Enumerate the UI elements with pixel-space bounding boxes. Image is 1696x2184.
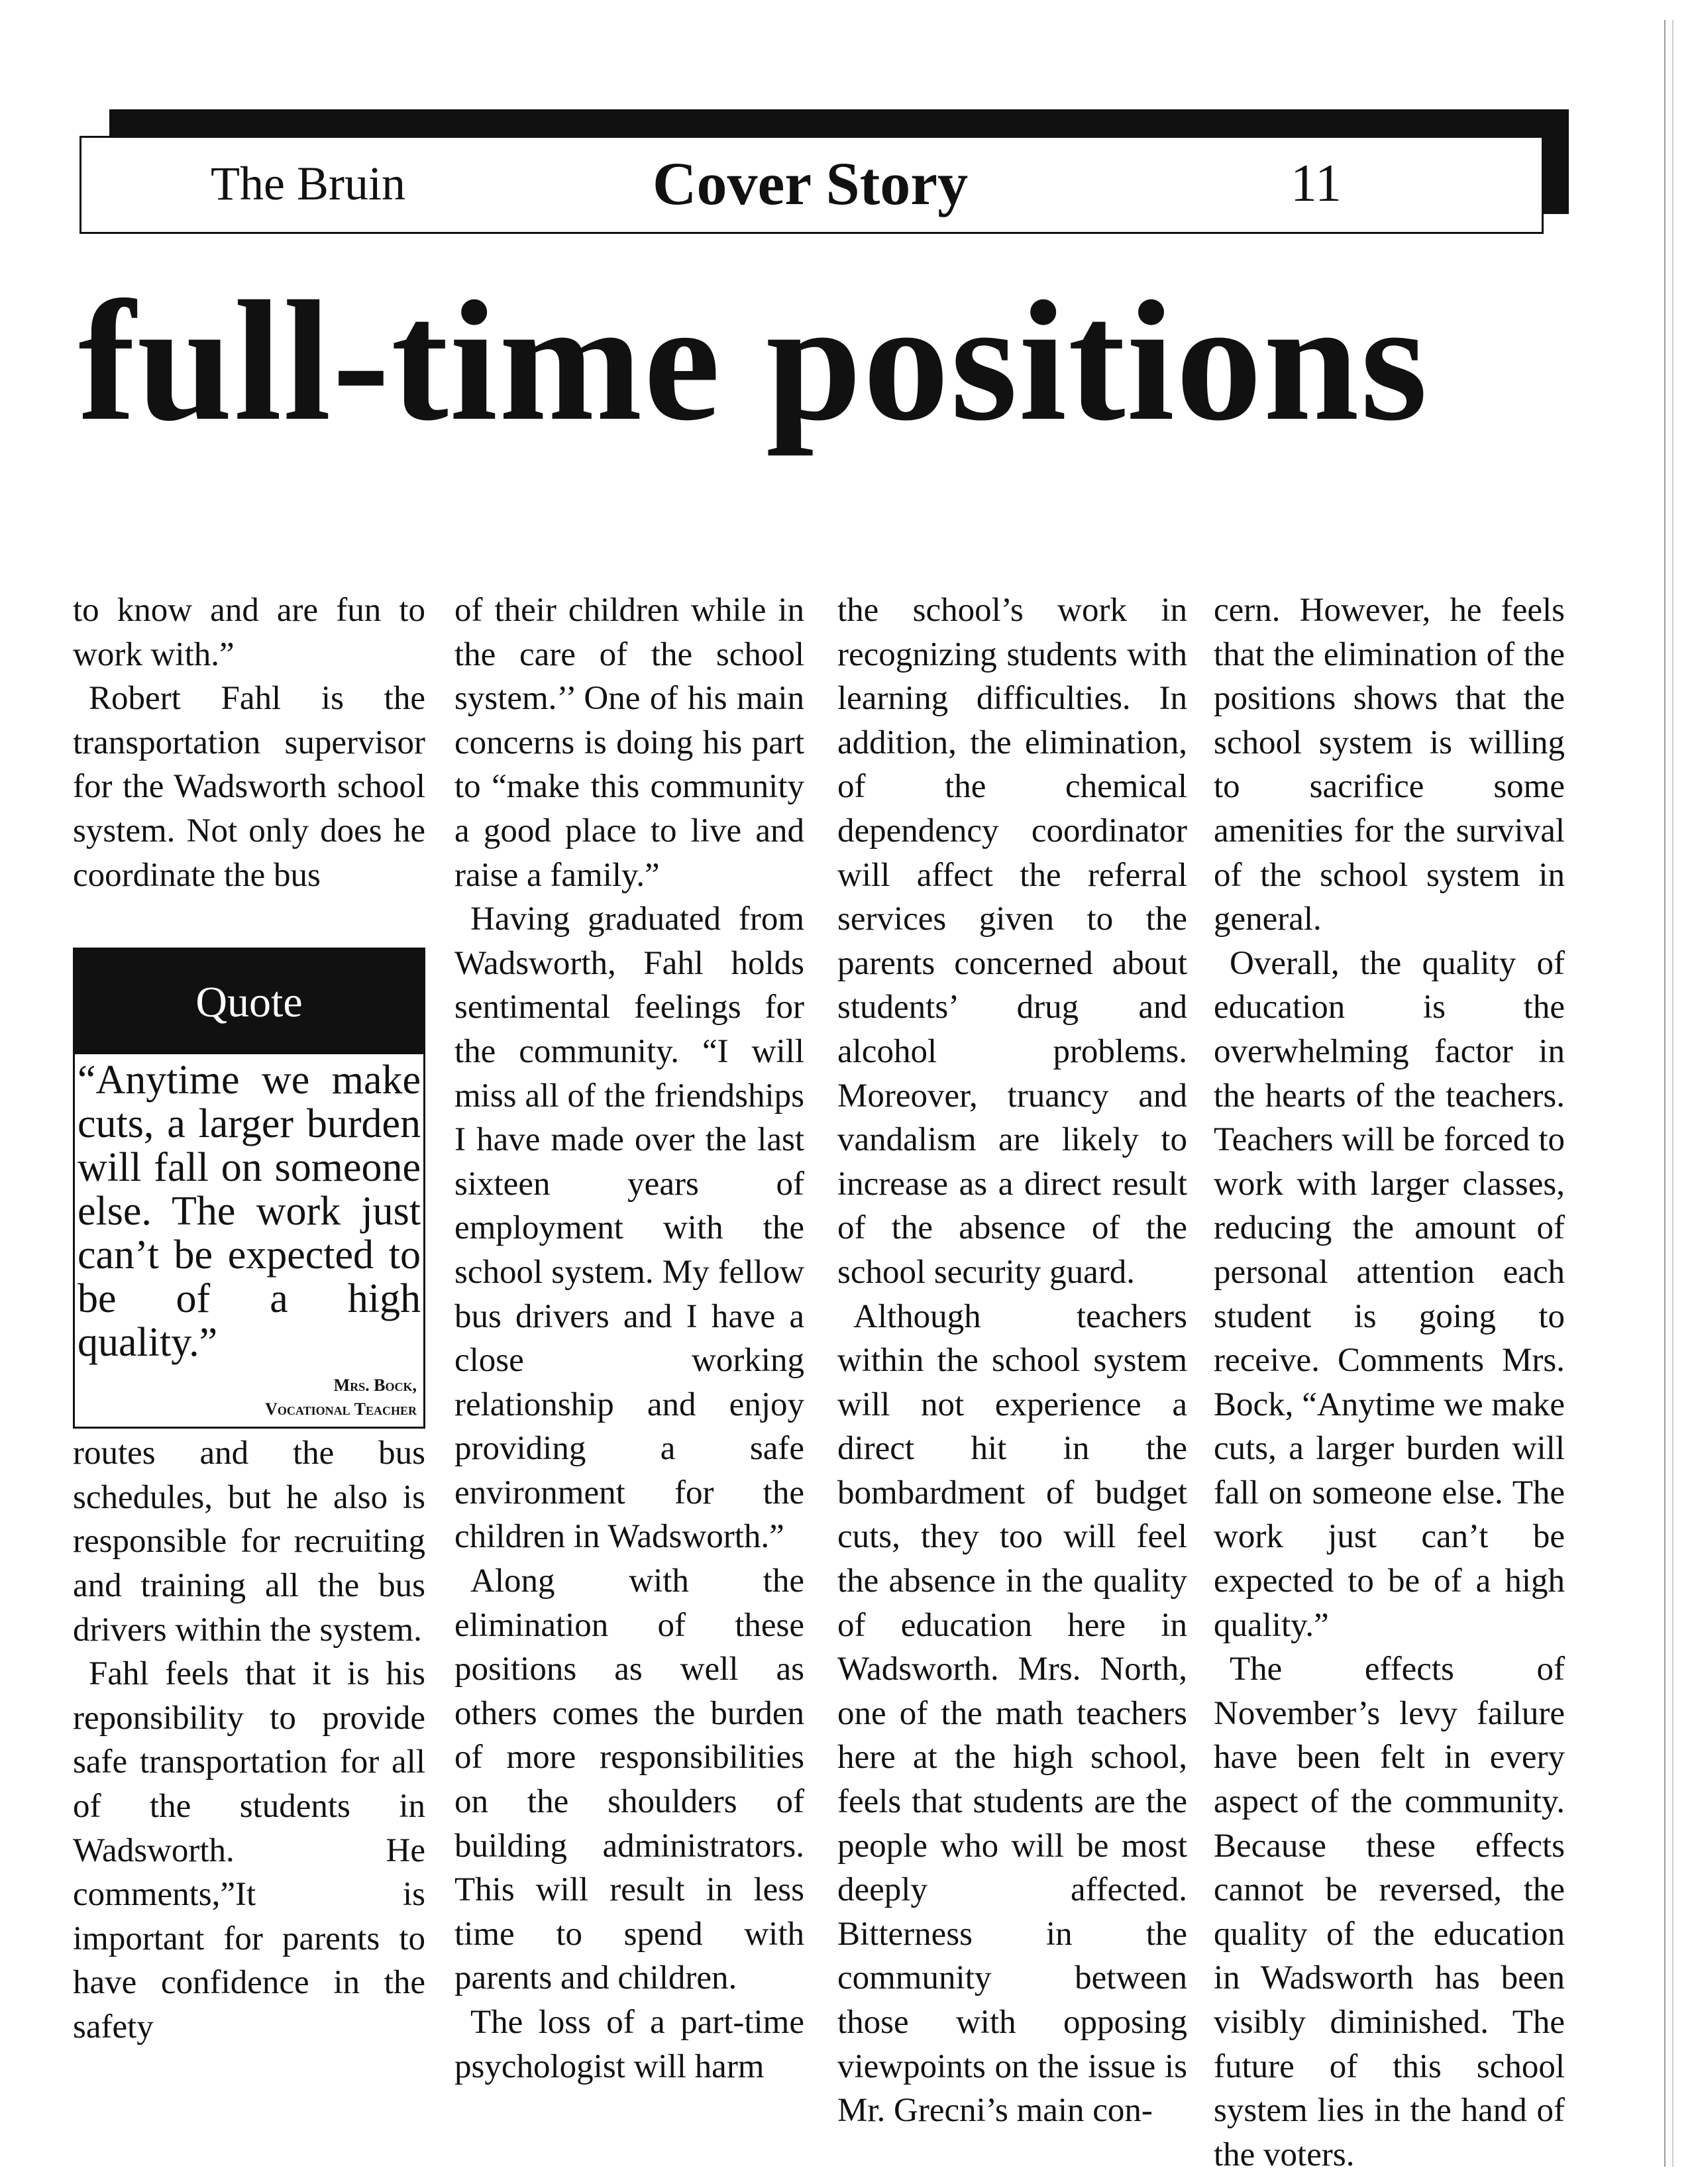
pull-quote-attribution <box>75 1364 423 1427</box>
attribution-title: Vocational Teacher <box>265 1399 417 1419</box>
pull-quote-text: “Anytime we make cuts, a larger burden will fall on someone else. The work just can’t be expected to be of a high quality.” <box>78 1058 421 1366</box>
headline: full-time positions <box>78 266 1429 457</box>
page-binding-edge <box>1664 20 1673 2167</box>
section-title: Cover Story <box>653 150 969 217</box>
paragraph: Robert Fahl is the transportation supervisor for the Wadsworth school system. Not only does he coordinate the bus <box>73 680 425 894</box>
paragraph: Along with the elimination of these positions as well as others comes the burden of more responsibilities on the shoulders of building administrators. This will result in less time to spend with parents and children. <box>454 1562 804 1997</box>
article-column-4 <box>1214 588 1565 2177</box>
article-column-3 <box>837 588 1187 2133</box>
attribution-name: Mrs. Bock, <box>333 1376 417 1395</box>
page-number: 11 <box>1291 154 1342 213</box>
paragraph: cern. However, he feels that the elimination of the positions shows that the school system is willing to sacrifice some amenities for the survival of the school system in general. <box>1214 592 1565 938</box>
header-rule-right <box>1542 109 1569 214</box>
paragraph: Although teachers within the school system will not experience a direct hit in the bombardment of budget cuts, they too will feel the absence in the quality of education here in Wadsworth. Mrs. North, one of the math teachers here at the high school, feels that students are the people who will be most deeply affected. Bitterness in the community between those with opposing viewpoints on the issue is Mr. Grecni’s main con- <box>837 1297 1187 2130</box>
pull-quote-label: Quote <box>75 950 423 1054</box>
paragraph: The effects of November’s levy failure have been felt in every aspect of the community. Because these effects cannot be reversed, the quality of the education in Wadsworth has been visibly diminished. The future of this school system lies in the hand of the voters. <box>1214 1651 1565 2173</box>
paragraph: Fahl feels that it is his reponsibility to provide safe transportation for all of the students in Wadsworth. He comments,”It is important for parents to have confidence in the safety <box>73 1655 425 2046</box>
article-column-1 <box>73 588 425 2049</box>
paragraph: routes and the bus schedules, but he also is responsible for recruiting and training all the bus drivers within the system. <box>73 1435 425 1649</box>
paragraph: The loss of a part-time psychologist will harm <box>454 2004 804 2085</box>
paragraph: Having graduated from Wadsworth, Fahl holds sentimental feelings for the community. “I will miss all of the friendships I have made over the last sixteen years of employment with the school system. My fellow bus drivers and I have a close working relationship and enjoy providing a safe environment for the children in Wadsworth.” <box>454 901 804 1556</box>
paragraph: to know and are fun to work with.” <box>73 592 425 673</box>
article-column-2 <box>454 588 804 2089</box>
publication-name: The Bruin <box>211 157 405 210</box>
paragraph: the school’s work in recognizing students with learning difficulties. In addition, the elimination, of the chemical dependency coordinator will affect the referral services given to the parents concerned about students’ drug and alcohol problems. Moreover, truancy and vandalism are likely to increase as a direct result of the absence of the school security guard. <box>837 592 1187 1291</box>
paragraph: of their children while in the care of the school system.’’ One of his main concerns is doing his part to “make this community a good place to live and raise a family.” <box>454 592 804 894</box>
paragraph: Overall, the quality of education is the overwhelming factor in the hearts of the teachers. Teachers will be forced to work with larger classes, reducing the amount of personal attention each student is going to receive. Comments Mrs. Bock, “Anytime we make cuts, a larger burden will fall on someone else. The work just can’t be expected to be of a high quality.” <box>1214 944 1565 1644</box>
header-rule-top <box>109 109 1567 137</box>
pull-quote-box <box>73 948 425 1429</box>
